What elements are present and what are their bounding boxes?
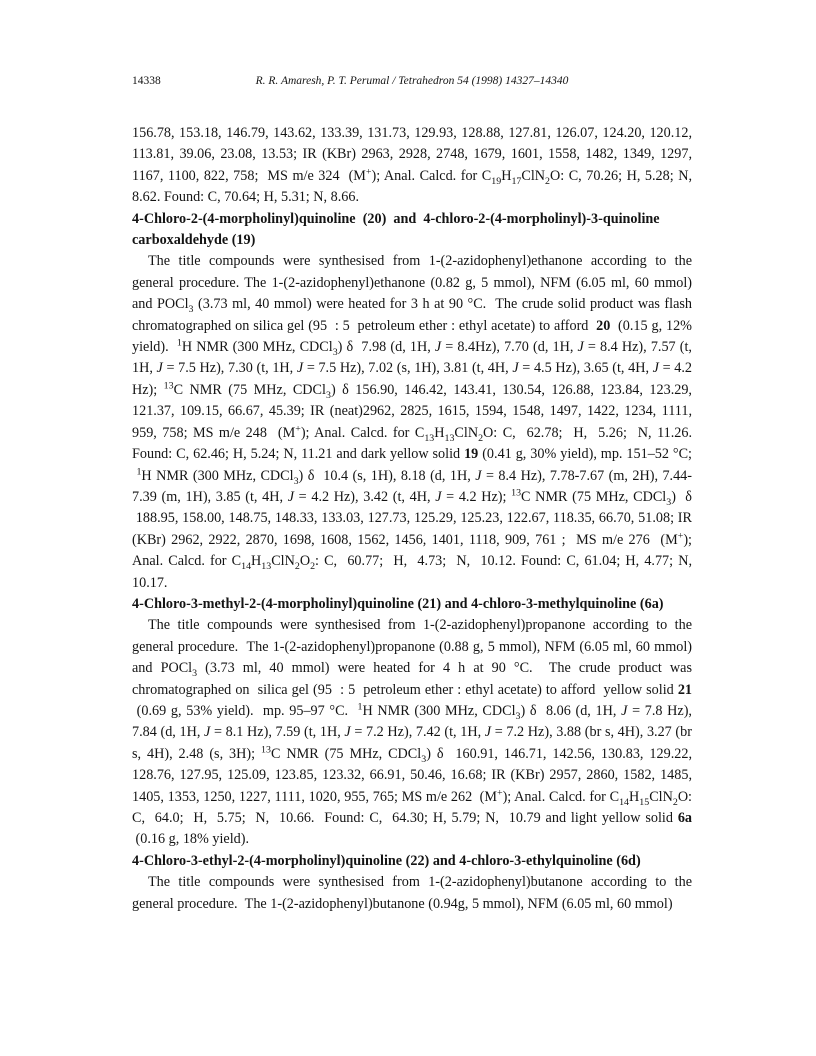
spectral-data-continuation: 156.78, 153.18, 146.79, 143.62, 133.39, 131.73, 129.93, 128.88, 127.81, 126.07, 124.20, 120.12, 113.81, 39.06, 23.08, 13.53; IR (KBr) 2963, 2928, 2748, 1679, 1601, 1558, 1482, 1349, 1297, 1167, 1100, 822, 758; MS m/e 324 (M+); Anal. Calcd. for $C_{19}H_{17}ClN_2O$: C, 70.26; H, 5.28; N, 8.62. Found: C, 70.64; H, 5.31; N, 8.66. (132, 125, 692, 206)
compound-heading-22-6d: 4-Chloro-3-ethyl-2-(4-morpholinyl)quinoline (22) and 4-chloro-3-ethylquinoline (6d) (132, 852, 641, 869)
procedure-paragraph-20-19: The title compounds were synthesised from 1-(2-azidophenyl)ethanone according to the general procedure. The 1-(2-azidophenyl)ethanone (0.82 g, 5 mmol), NFM (6.05 ml, 60 mmol) and POCl$_3$ (3.73 ml, 40 mmol) were heated for 3 h at 90 °C. The crude solid product was flash chromatographed on silica gel (95 : 5 petroleum ether : ethyl acetate) to afford 20 (0.15 g, 12% yield). $^1$H NMR (300 MHz, CDCl$_3$) δ 7.98 (d, 1H, J = 8.4Hz), 7.70 (d, 1H, J = 8.4 Hz), 7.57 (t, 1H, J = 7.5 Hz), 7.30 (t, 1H, J = 7.5 Hz), 7.02 (s, 1H), 3.81 (t, 4H, J = 4.5 Hz), 3.65 (t, 4H, J = 4.2 Hz); $^{13}$C NMR (75 MHz, CDCl$_3$) δ 156.90, 146.42, 143.41, 130.54, 126.88, 123.84, 123.29, 121.37, 109.15, 66.67, 45.39; IR (neat)2962, 2825, 1615, 1594, 1548, 1497, 1422, 1234, 1111, 959, 758; MS m/e 248 (M+); Anal. Calcd. for $C_{13}H_{13}ClN_2O$: C, 62.78; H, 5.26; N, 11.26. Found: C, 62.46; H, 5.24; N, 11.21 and dark yellow solid 19 (0.41 g, 30% yield), mp. 151–52 °C; $^1$H NMR (300 MHz, CDCl$_3$) δ 10.4 (s, 1H), 8.18 (d, 1H, J = 8.4 Hz), 7.78-7.67 (m, 2H), 7.44-7.39 (m, 1H), 3.85 (t, 4H, J = 4.2 Hz), 3.42 (t, 4H, J = 4.2 Hz); $^{13}$C NMR (75 MHz, CDCl$_3$) δ 188.95, 158.00, 148.75, 148.33, 133.03, 127.73, 125.29, 125.23, 122.67, 118.35, 66.70, 51.08; IR (KBr) 2962, 2922, 2870, 1698, 1608, 1562, 1456, 1401, 1118, 909, 761 ; MS m/e 276 (M+); Anal. Calcd. for $C_{14}H_{13}ClN_2O_2$: C, 60.77; H, 4.73; N, 10.12. Found: C, 61.04; H, 4.77; N, 10.17. (132, 253, 693, 591)
page-header (132, 73, 692, 89)
compound-heading-21-6a: 4-Chloro-3-methyl-2-(4-morpholinyl)quinoline (21) and 4-chloro-3-methylquinoline (6a) (132, 595, 664, 612)
compound-heading-20-19: 4-Chloro-2-(4-morpholinyl)quinoline (20) and 4-chloro-2-(4-morpholinyl)-3-quinoline carboxaldehyde (19) (132, 210, 660, 249)
page-number: 14338 (132, 75, 161, 87)
procedure-paragraph-21-6a: The title compounds were synthesised from 1-(2-azidophenyl)propanone according to the general procedure. The 1-(2-azidophenyl)propanone (0.88 g, 5 mmol), NFM (6.05 ml, 60 mmol) and POCl$_3$ (3.73 ml, 40 mmol) were heated for 4 h at 90 °C. The crude product was chromatographed on silica gel (95 : 5 petroleum ether : ethyl acetate) to afford yellow solid 21 (0.69 g, 53% yield). mp. 95–97 °C. $^1$H NMR (300 MHz, CDCl$_3$) δ 8.06 (d, 1H, J = 7.8 Hz), 7.84 (d, 1H, J = 8.1 Hz), 7.59 (t, 1H, J = 7.2 Hz), 7.42 (t, 1H, J = 7.2 Hz), 3.88 (br s, 4H), 3.27 (br s, 4H), 2.48 (s, 3H); $^{13}$C NMR (75 MHz, CDCl$_3$) δ 160.91, 146.71, 142.56, 130.83, 129.22, 128.76, 127.95, 125.09, 123.85, 123.32, 66.91, 50.46, 16.68; IR (KBr) 2957, 2860, 1582, 1485, 1405, 1353, 1250, 1227, 1111, 1020, 955, 765; MS m/e 262 (M+); Anal. Calcd. for $C_{14}H_{15}ClN_2O$: C, 64.0; H, 5.75; N, 10.66. Found: C, 64.30; H, 5.79; N, 10.79 and light yellow solid 6a (0.16 g, 18% yield). (132, 617, 692, 848)
running-head: R. R. Amaresh, P. T. Perumal / Tetrahedron 54 (1998) 14327–14340 (255, 75, 569, 87)
article-body (132, 123, 692, 915)
procedure-paragraph-22-6d: The title compounds were synthesised from 1-(2-azidophenyl)butanone according to the general procedure. The 1-(2-azidophenyl)butanone (0.94g, 5 mmol), NFM (6.05 ml, 60 mmol) (132, 874, 692, 912)
